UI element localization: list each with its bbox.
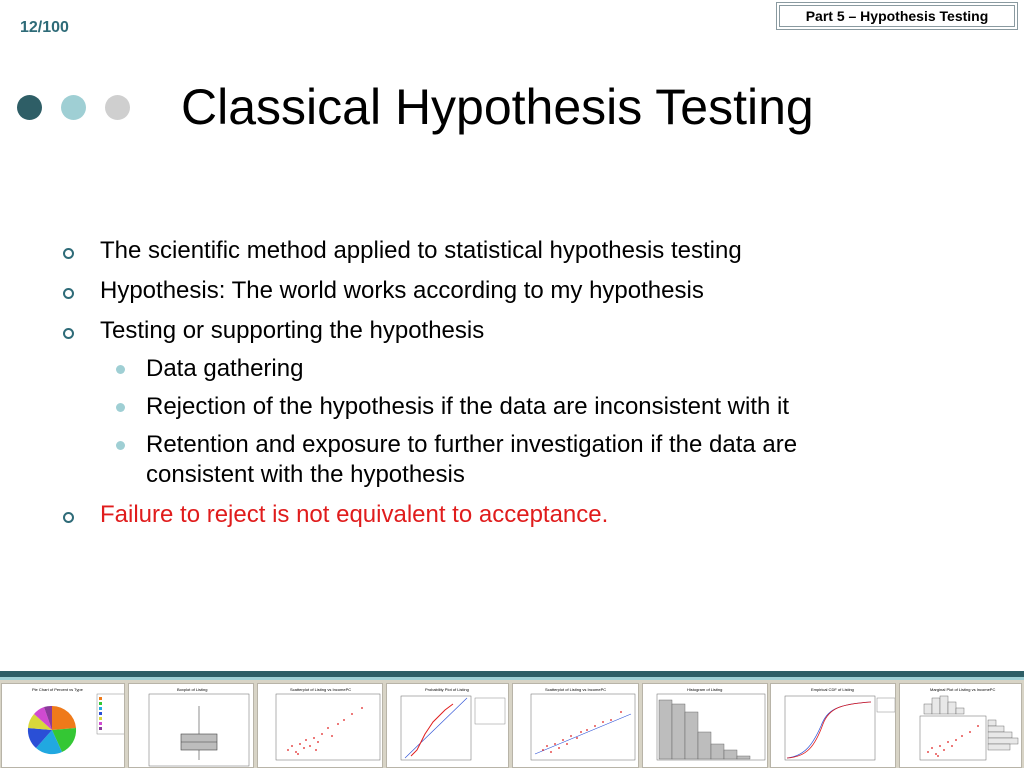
thumbnail-empirical-cdf bbox=[770, 683, 896, 768]
thumbnail-scatterplot-fit bbox=[512, 683, 639, 768]
dot-bullet-icon bbox=[116, 441, 125, 450]
dot-bullet-icon bbox=[116, 403, 125, 412]
decorative-dot-light bbox=[61, 95, 86, 120]
bullet-text: Hypothesis: The world works according to my hypothesis bbox=[100, 277, 704, 304]
bullet-text-emphasis: Failure to reject is not equivalent to acceptance. bbox=[100, 501, 609, 528]
thumbnail-title: Pie Chart of Percent vs Type bbox=[32, 687, 83, 692]
slide-title: Classical Hypothesis Testing bbox=[181, 79, 814, 135]
decorative-dot-gray bbox=[105, 95, 130, 120]
ring-bullet-icon bbox=[63, 248, 74, 259]
ring-bullet-icon bbox=[63, 288, 74, 299]
thumbnail-scatterplot bbox=[257, 683, 383, 768]
section-label: Part 5 – Hypothesis Testing bbox=[779, 5, 1015, 27]
dot-bullet-icon bbox=[116, 365, 125, 374]
bullet-text: consistent with the hypothesis bbox=[146, 461, 465, 488]
bullet-text: The scientific method applied to statistical hypothesis testing bbox=[100, 237, 742, 264]
thumbnail-title: Boxplot of Listing bbox=[177, 687, 208, 692]
thumbnail-title: Probability Plot of Listing bbox=[425, 687, 469, 692]
thumbnail-title: Marginal Plot of Listing vs IncomePC bbox=[930, 687, 996, 692]
ring-bullet-icon bbox=[63, 328, 74, 339]
thumbnail-marginal-plot bbox=[899, 683, 1022, 768]
decorative-dot-dark bbox=[17, 95, 42, 120]
thumbnail-boxplot bbox=[128, 683, 254, 768]
thumbnail-probability-plot bbox=[386, 683, 509, 768]
ring-bullet-icon bbox=[63, 512, 74, 523]
thumbnail-pie-chart bbox=[1, 683, 125, 768]
bullet-text: Data gathering bbox=[146, 355, 304, 382]
thumbnail-title: Scatterplot of Listing vs IncomePC bbox=[290, 687, 352, 692]
page-number: 12/100 bbox=[20, 19, 69, 36]
thumbnail-histogram bbox=[642, 683, 768, 768]
thumbnail-title: Histogram of Listing bbox=[687, 687, 723, 692]
bullet-text: Testing or supporting the hypothesis bbox=[100, 317, 485, 344]
thumbnail-title: Scatterplot of Listing vs IncomePC bbox=[545, 687, 607, 692]
bullet-text: Rejection of the hypothesis if the data are inconsistent with it bbox=[146, 393, 790, 420]
thumbnail-title: Empirical CDF of Listing bbox=[811, 687, 854, 692]
section-label-box bbox=[776, 2, 1018, 30]
bullet-text: Retention and exposure to further investigation if the data are bbox=[146, 431, 798, 458]
